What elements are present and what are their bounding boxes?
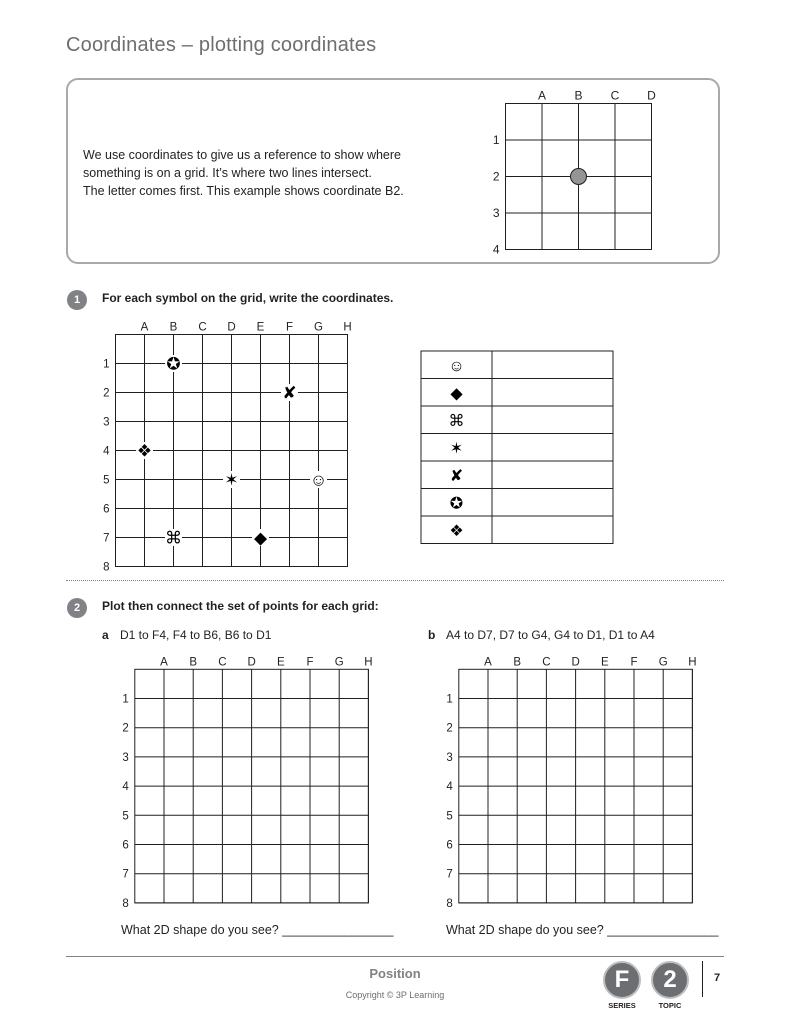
row-label: 3: [446, 751, 453, 764]
column-label: D: [247, 656, 256, 669]
column-label: H: [364, 656, 373, 669]
row-label: 2: [103, 387, 110, 400]
footer-divider: [66, 956, 724, 957]
table-symbol: ◆: [450, 385, 463, 403]
q1-answer-table[interactable]: [420, 350, 615, 548]
row-label: 7: [103, 532, 110, 545]
table-symbol: ✶: [449, 440, 464, 458]
column-label: A: [140, 321, 149, 334]
row-label: 1: [122, 693, 129, 706]
part-a-letter: a: [102, 628, 109, 642]
column-label: E: [600, 656, 609, 669]
grid-symbol: ✘: [282, 383, 297, 403]
column-label: B: [574, 88, 583, 103]
column-label: C: [542, 656, 551, 669]
column-label: F: [630, 656, 638, 669]
column-label: H: [688, 656, 697, 669]
example-point-b2: [571, 169, 587, 185]
row-label: 3: [492, 206, 500, 221]
row-label: 3: [122, 751, 129, 764]
column-label: F: [306, 656, 314, 669]
column-label: C: [218, 656, 227, 669]
row-label: 1: [492, 133, 500, 148]
footer-separator: [702, 961, 703, 997]
answer-cell[interactable]: [493, 435, 612, 461]
row-label: 6: [122, 839, 129, 852]
grid-symbol: ◆: [253, 528, 268, 548]
column-label: C: [610, 88, 620, 103]
row-label: 2: [446, 722, 453, 735]
table-symbol: ☺: [448, 357, 465, 375]
intro-line: The letter comes first. This example shows coordinate B2.: [83, 184, 404, 198]
column-label: D: [647, 88, 656, 103]
grid-symbol: ☺: [309, 470, 328, 490]
series-badge: F: [603, 961, 641, 999]
column-label: A: [484, 656, 492, 669]
answer-cell[interactable]: [493, 407, 612, 433]
part-b-letter: b: [428, 628, 436, 642]
column-label: C: [198, 321, 207, 334]
row-label: 1: [446, 693, 453, 706]
table-symbol: ✪: [449, 495, 464, 513]
grid-symbol: ⌘: [165, 528, 182, 548]
answer-cell[interactable]: [493, 462, 612, 488]
row-label: 6: [446, 839, 453, 852]
row-label: 7: [446, 868, 453, 881]
question-1-text: For each symbol on the grid, write the coordinates.: [102, 291, 394, 305]
answer-cell[interactable]: [493, 380, 612, 406]
question-1-badge: 1: [67, 290, 87, 310]
row-label: 8: [446, 897, 453, 910]
grid-symbol: ✪: [166, 354, 181, 374]
part-b-shape-question[interactable]: What 2D shape do you see? ________________: [446, 923, 719, 937]
grid-symbol: ✶: [224, 470, 239, 490]
part-b-instructions: A4 to D7, D7 to G4, G4 to D1, D1 to A4: [446, 628, 655, 642]
column-label: G: [314, 321, 323, 334]
series-label: SERIES: [608, 1001, 636, 1010]
q1-grid: [95, 320, 365, 574]
column-label: G: [658, 656, 668, 669]
row-label: 8: [122, 897, 129, 910]
row-label: 4: [446, 781, 453, 794]
grid-symbol: ❖: [136, 441, 153, 461]
topic-label: TOPIC: [658, 1001, 682, 1010]
answer-cell[interactable]: [493, 490, 612, 516]
row-label: 2: [492, 169, 500, 184]
row-label: 4: [122, 781, 129, 794]
answer-cell[interactable]: [493, 517, 612, 543]
row-label: 5: [103, 474, 110, 487]
part-a-shape-question[interactable]: What 2D shape do you see? ________________: [121, 923, 394, 937]
intro-text: [83, 146, 463, 200]
page-title: Coordinates – plotting coordinates: [66, 34, 377, 56]
column-label: E: [276, 656, 285, 669]
row-label: 4: [492, 242, 500, 257]
intro-line: We use coordinates to give us a reference to show where: [83, 148, 401, 162]
example-grid: [480, 90, 670, 255]
row-label: 4: [103, 445, 110, 458]
column-label: D: [227, 321, 236, 334]
table-symbol: ❖: [449, 522, 464, 540]
column-label: D: [571, 656, 580, 669]
row-label: 8: [103, 561, 110, 574]
question-2-text: Plot then connect the set of points for each grid:: [102, 599, 379, 613]
topic-badge: 2: [651, 961, 689, 999]
question-2-badge: 2: [67, 598, 87, 618]
table-symbol: ⌘: [448, 412, 465, 430]
footer-topic: Position: [369, 966, 421, 981]
column-label: H: [343, 321, 352, 334]
row-label: 2: [122, 722, 129, 735]
row-label: 1: [103, 358, 110, 371]
row-label: 5: [122, 810, 129, 823]
column-label: B: [189, 656, 198, 669]
column-label: A: [160, 656, 168, 669]
column-label: G: [334, 656, 344, 669]
answer-cell[interactable]: [493, 352, 612, 378]
q2b-grid[interactable]: [436, 655, 706, 910]
q2a-grid[interactable]: [112, 655, 382, 910]
page-number: 7: [714, 972, 721, 984]
row-label: 7: [122, 868, 129, 881]
table-symbol: ✘: [449, 467, 464, 485]
row-label: 6: [103, 503, 110, 516]
part-a-instructions: D1 to F4, F4 to B6, B6 to D1: [120, 628, 272, 642]
column-label: B: [169, 321, 178, 334]
column-label: A: [537, 88, 547, 103]
row-label: 5: [446, 810, 453, 823]
column-label: B: [513, 656, 522, 669]
column-label: E: [256, 321, 265, 334]
section-divider: [66, 580, 724, 581]
copyright: Copyright © 3P Learning: [345, 990, 445, 1000]
row-label: 3: [103, 416, 110, 429]
column-label: F: [285, 321, 294, 334]
intro-line: something is on a grid. It’s where two lines intersect.: [83, 166, 372, 180]
